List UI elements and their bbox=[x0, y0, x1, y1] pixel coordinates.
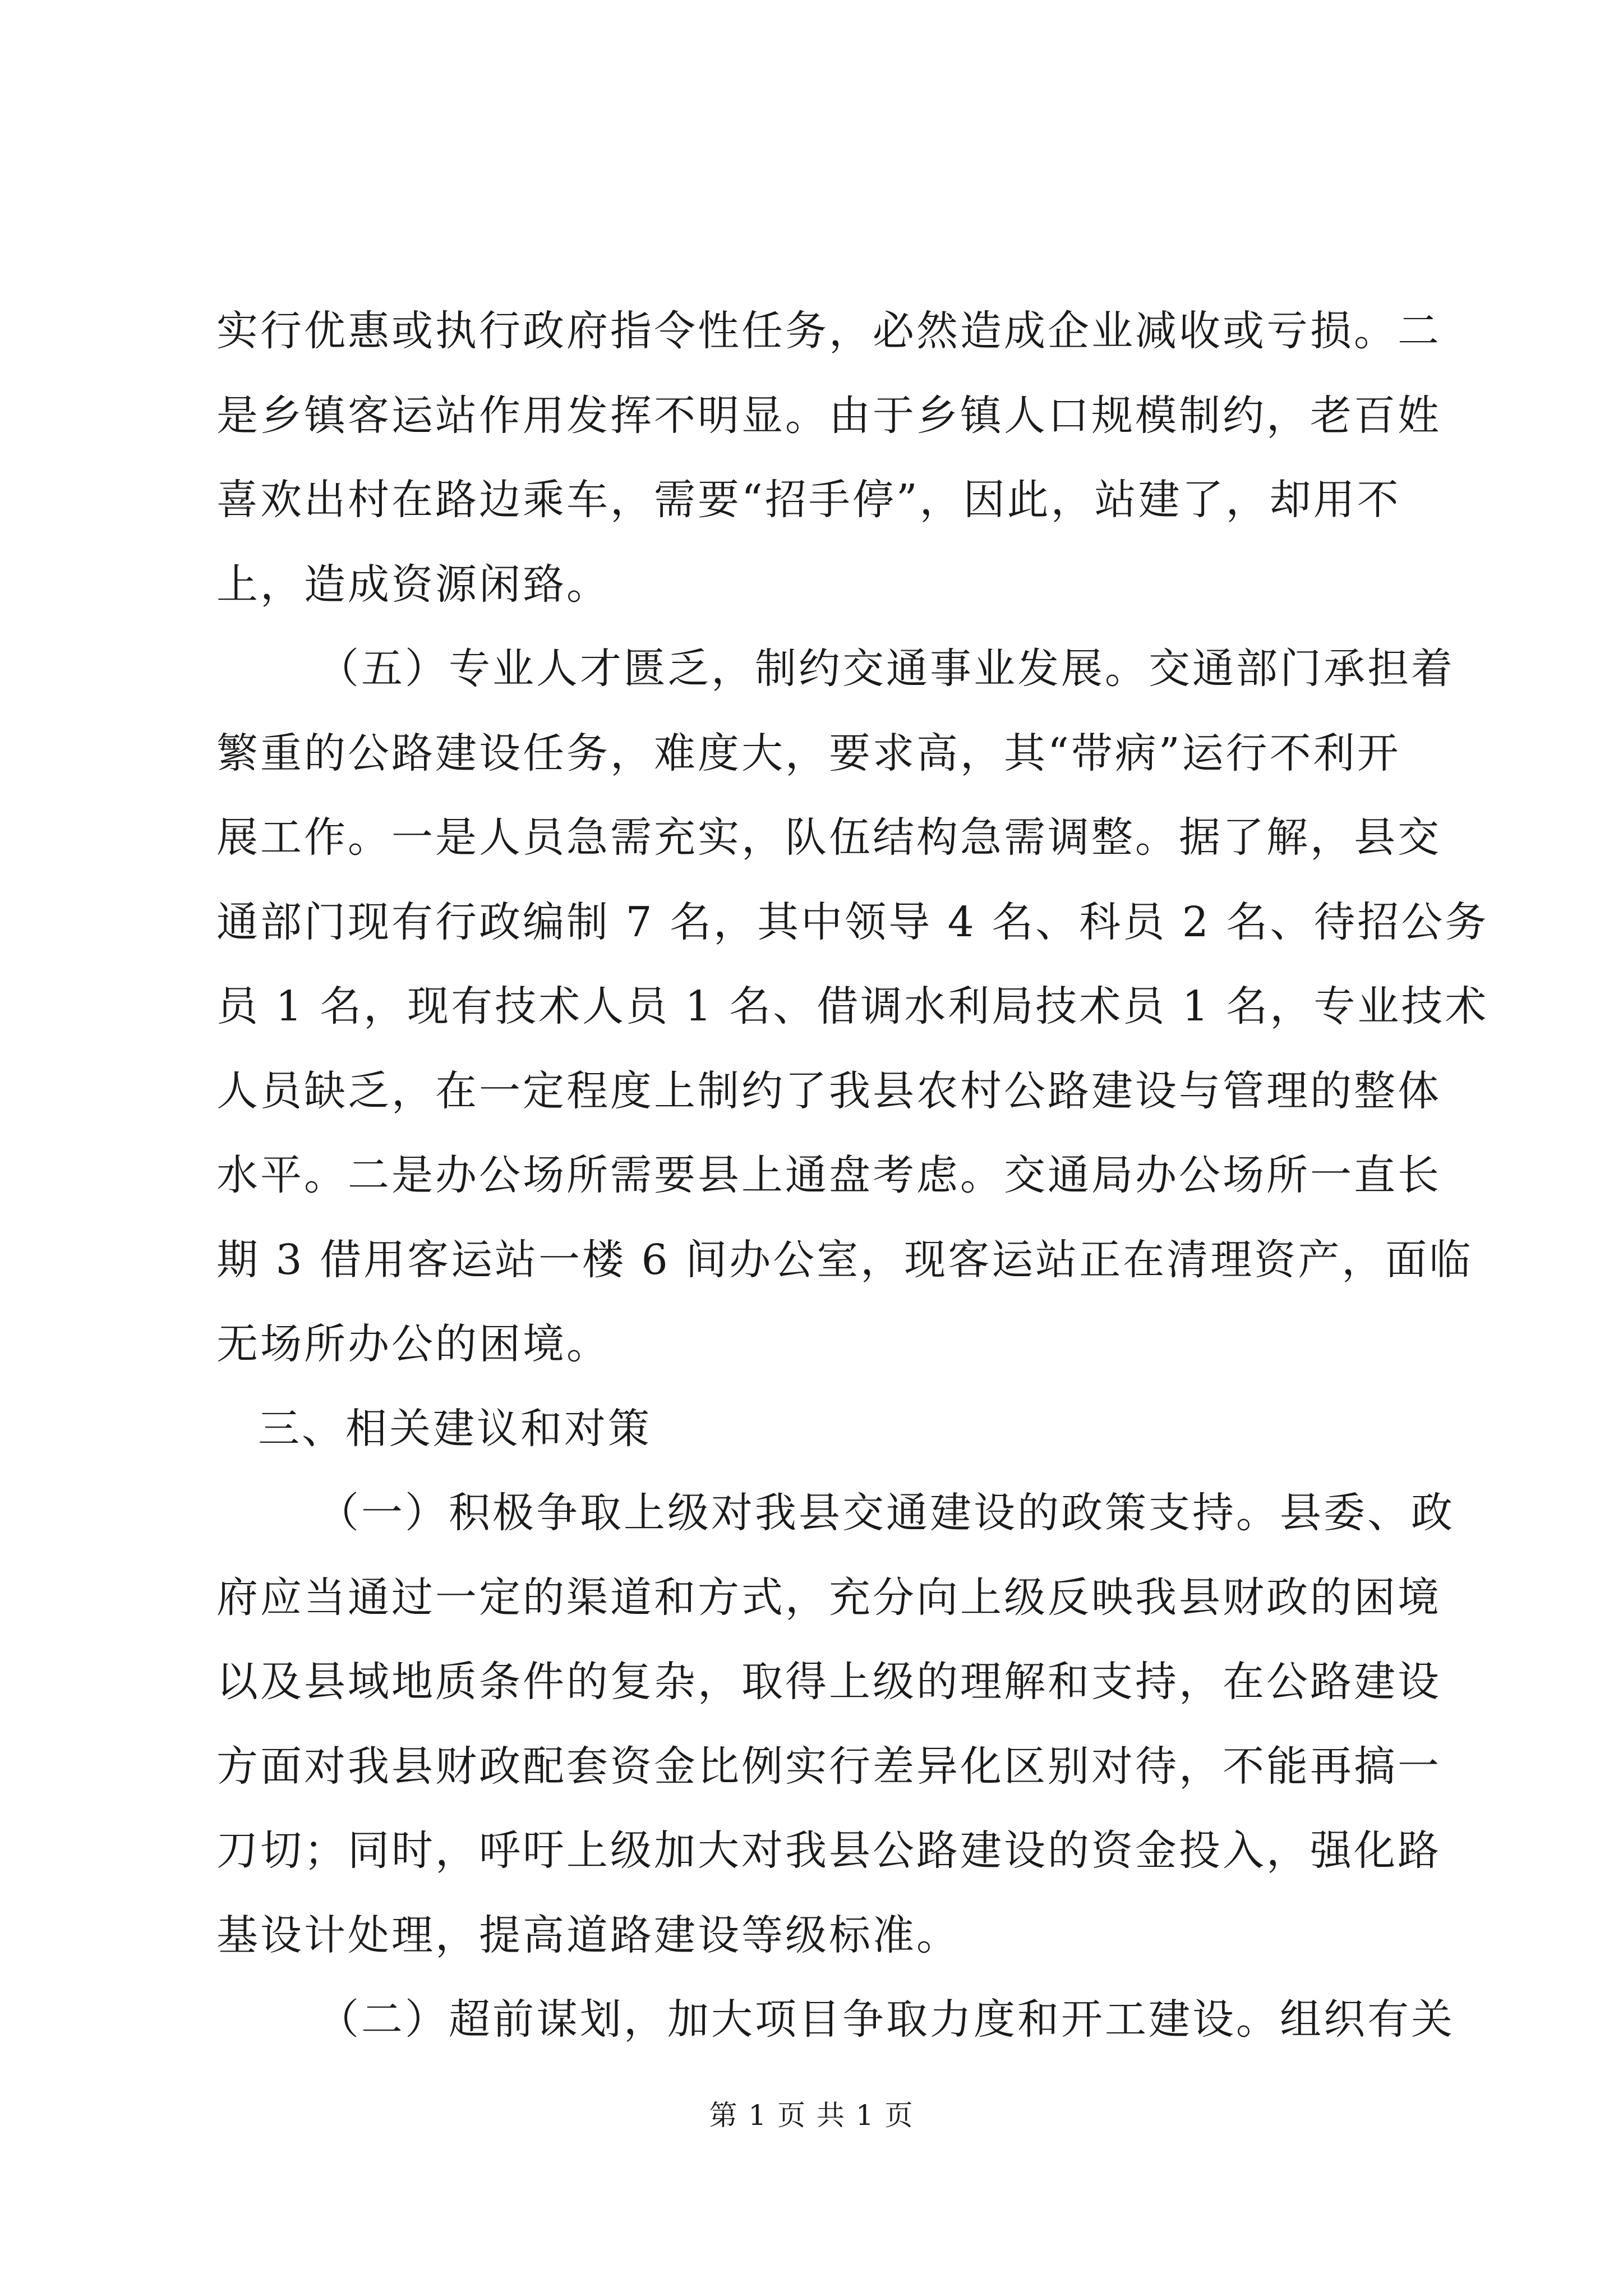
body-text-line: 无场所办公的困境。 bbox=[216, 1320, 610, 1368]
body-text-line: 上，造成资源闲臵。 bbox=[216, 560, 610, 609]
paragraph-first-line: （五）专业人才匮乏，制约交通事业发展。交通部门承担着 bbox=[317, 645, 1455, 693]
body-text-line: 人员缺乏，在一定程度上制约了我县农村公路建设与管理的整体 bbox=[216, 1067, 1441, 1115]
body-text-line: 刀切；同时，呼吁上级加大对我县公路建设的资金投入，强化路 bbox=[216, 1826, 1441, 1875]
body-text-line: 喜欢出村在路边乘车，需要“招手停”，因此，站建了，却用不 bbox=[216, 476, 1401, 524]
body-text-line: 以及县域地质条件的复杂，取得上级的理解和支持，在公路建设 bbox=[216, 1658, 1441, 1706]
page-number-footer: 第 1 页 共 1 页 bbox=[709, 2099, 914, 2132]
paragraph-first-line: （二）超前谋划，加大项目争取力度和开工建设。组织有关 bbox=[317, 1995, 1455, 2044]
body-text-line: 展工作。一是人员急需充实，队伍结构急需调整。据了解，县交 bbox=[216, 813, 1441, 862]
body-text-line: 员 1 名，现有技术人员 1 名、借调水利局技术员 1 名，专业技术 bbox=[216, 982, 1489, 1030]
body-text-line: 方面对我县财政配套资金比例实行差异化区别对待，不能再搞一 bbox=[216, 1742, 1441, 1791]
body-text-line: 是乡镇客运站作用发挥不明显。由于乡镇人口规模制约，老百姓 bbox=[216, 392, 1441, 440]
section-heading: 三、相关建议和对策 bbox=[258, 1405, 652, 1453]
body-text-line: 基设计处理，提高道路建设等级标准。 bbox=[216, 1911, 960, 1959]
body-text-line: 通部门现有行政编制 7 名，其中领导 4 名、科员 2 名、待招公务 bbox=[216, 898, 1489, 946]
body-text-line: 府应当通过一定的渠道和方式，充分向上级反映我县财政的困境 bbox=[216, 1573, 1441, 1622]
body-text-line: 实行优惠或执行政府指令性任务，必然造成企业减收或亏损。二 bbox=[216, 307, 1441, 355]
body-text-line: 繁重的公路建设任务，难度大，要求高，其“带病”运行不利开 bbox=[216, 729, 1401, 777]
body-text-line: 水平。二是办公场所需要县上通盘考虑。交通局办公场所一直长 bbox=[216, 1151, 1441, 1199]
paragraph-first-line: （一）积极争取上级对我县交通建设的政策支持。县委、政 bbox=[317, 1489, 1455, 1537]
body-text-line: 期 3 借用客运站一楼 6 间办公室，现客运站正在清理资产，面临 bbox=[216, 1236, 1473, 1284]
